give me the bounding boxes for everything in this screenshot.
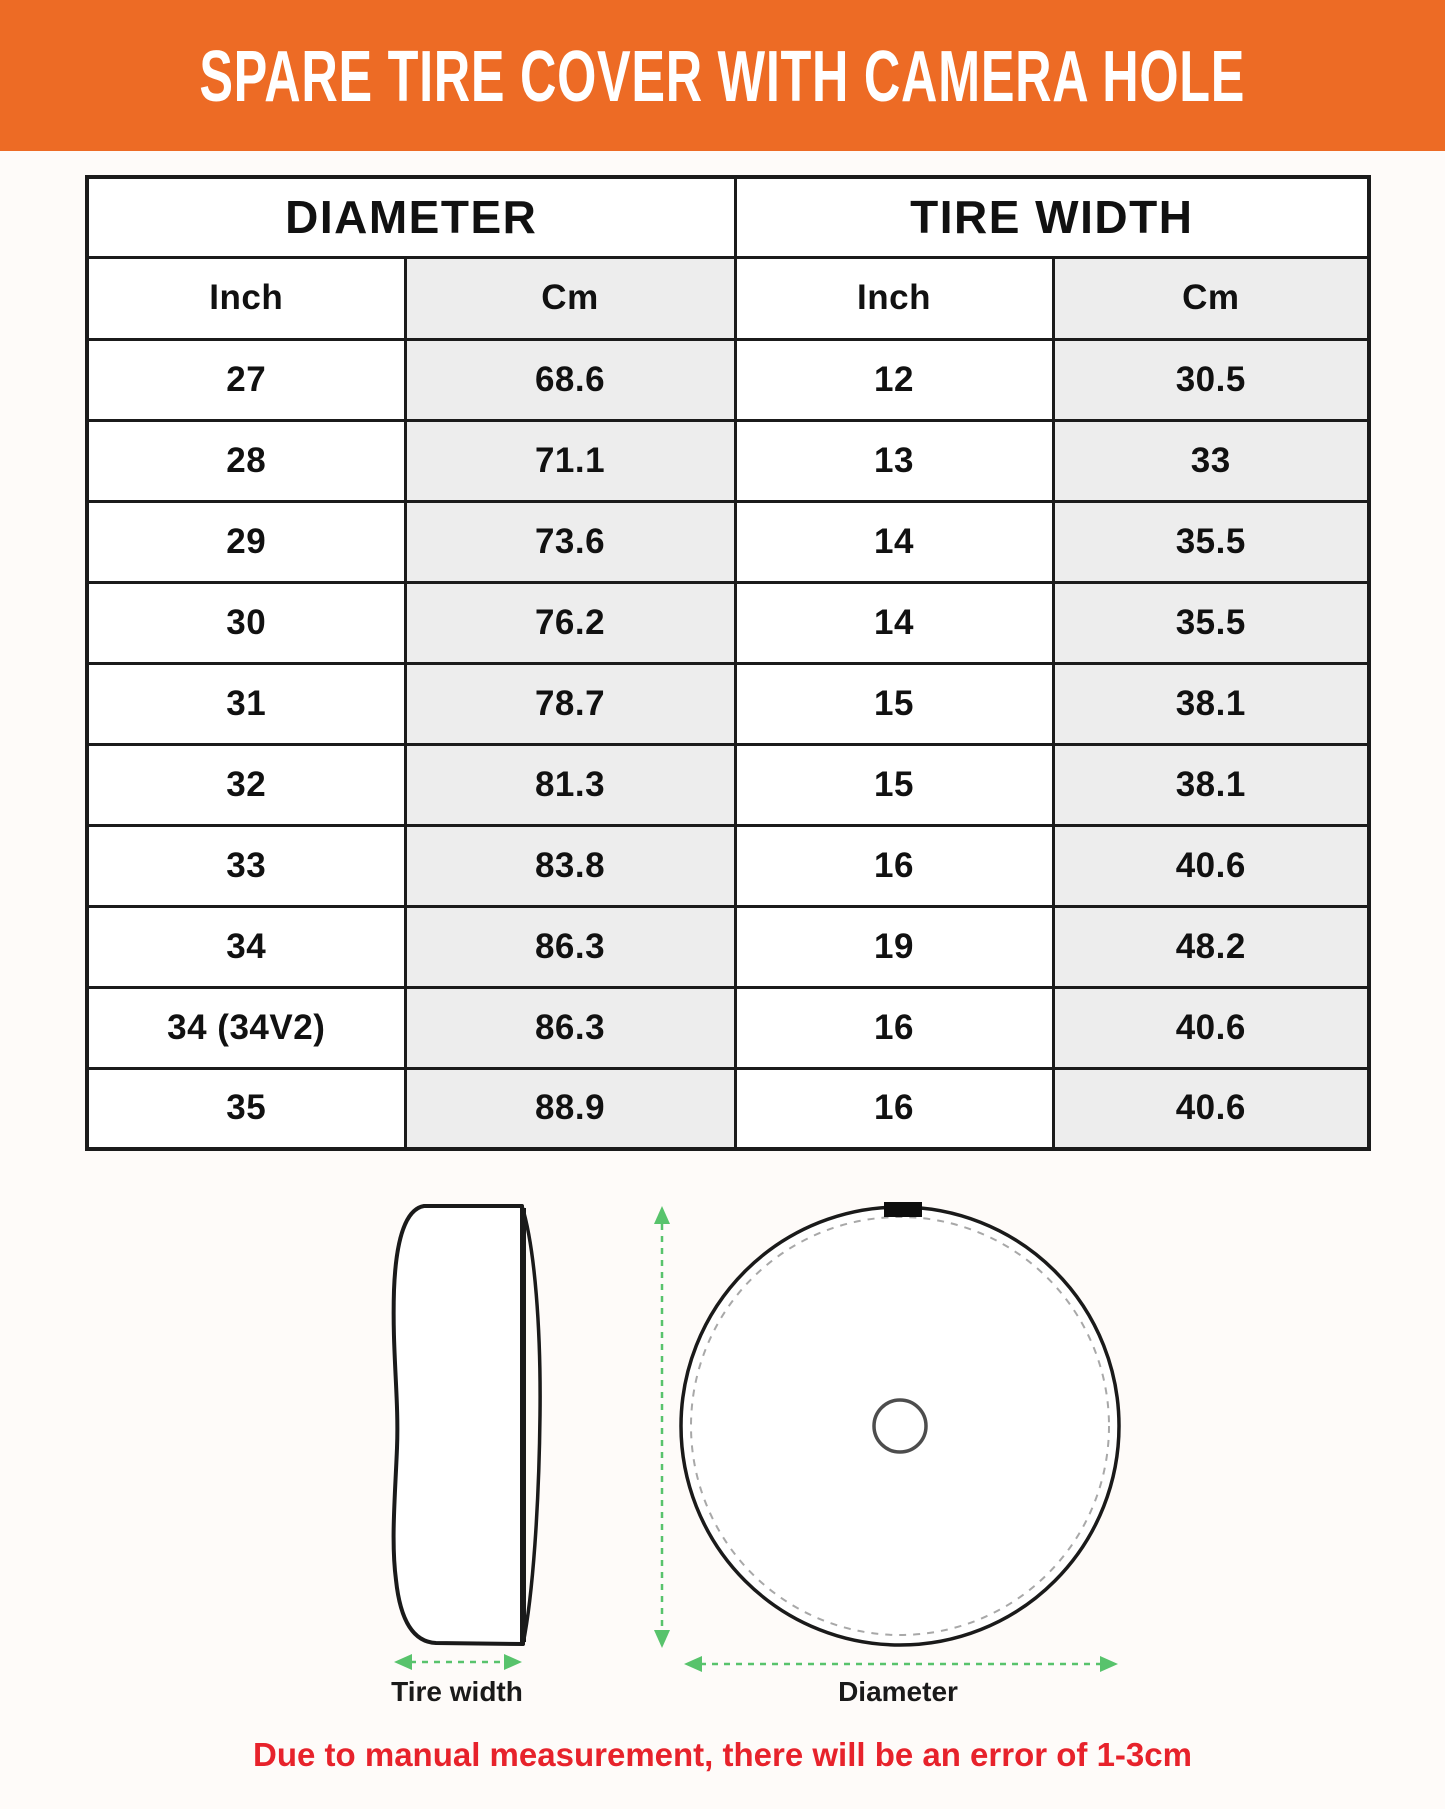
size-table bbox=[85, 175, 1371, 1151]
table-cell: 16 bbox=[735, 987, 1053, 1068]
table-cell: 34 bbox=[87, 906, 405, 987]
table-row bbox=[87, 420, 1369, 501]
table-group-header-row bbox=[87, 177, 1369, 257]
table-cell: 40.6 bbox=[1053, 825, 1369, 906]
table-subheader-row bbox=[87, 257, 1369, 339]
table-cell: 15 bbox=[735, 744, 1053, 825]
table-cell: 12 bbox=[735, 339, 1053, 420]
tire-width-label: Tire width bbox=[391, 1676, 523, 1707]
subheader-inch-tire-width: Inch bbox=[735, 257, 1053, 339]
table-row bbox=[87, 1068, 1369, 1149]
measurement-note: Due to manual measurement, there will be an error of 1-3cm bbox=[253, 1736, 1192, 1773]
tire-width-arrow bbox=[394, 1654, 522, 1670]
table-row bbox=[87, 501, 1369, 582]
table-cell: 34 (34V2) bbox=[87, 987, 405, 1068]
table-cell: 28 bbox=[87, 420, 405, 501]
camera-mount-mark bbox=[884, 1202, 922, 1217]
table-cell: 71.1 bbox=[405, 420, 735, 501]
side-tire-face-outline bbox=[394, 1206, 523, 1644]
table-cell: 86.3 bbox=[405, 906, 735, 987]
vertical-diameter-arrowhead-top bbox=[654, 1206, 670, 1224]
table-row bbox=[87, 744, 1369, 825]
table-cell: 33 bbox=[87, 825, 405, 906]
table-row bbox=[87, 339, 1369, 420]
diameter-arrow bbox=[684, 1656, 1118, 1672]
subheader-inch-diameter: Inch bbox=[87, 257, 405, 339]
table-cell: 38.1 bbox=[1053, 663, 1369, 744]
page-title: SPARE TIRE COVER WITH CAMERA HOLE bbox=[199, 34, 1246, 117]
group-header-diameter: DIAMETER bbox=[87, 177, 735, 257]
table-cell: 27 bbox=[87, 339, 405, 420]
title-banner bbox=[0, 0, 1445, 151]
table-cell: 40.6 bbox=[1053, 987, 1369, 1068]
table-cell: 32 bbox=[87, 744, 405, 825]
table-row bbox=[87, 987, 1369, 1068]
table-cell: 40.6 bbox=[1053, 1068, 1369, 1149]
table-cell: 78.7 bbox=[405, 663, 735, 744]
table-cell: 38.1 bbox=[1053, 744, 1369, 825]
table-cell: 14 bbox=[735, 501, 1053, 582]
diameter-arrowhead-left bbox=[684, 1656, 702, 1672]
table-cell: 73.6 bbox=[405, 501, 735, 582]
table-cell: 30 bbox=[87, 582, 405, 663]
tire-width-arrowhead-right bbox=[504, 1654, 522, 1670]
table-cell: 16 bbox=[735, 1068, 1053, 1149]
group-header-tire-width: TIRE WIDTH bbox=[735, 177, 1369, 257]
side-tire-outer-curve bbox=[522, 1206, 540, 1644]
tire-front-view bbox=[681, 1202, 1119, 1645]
vertical-diameter-arrow bbox=[654, 1206, 670, 1648]
table-cell: 16 bbox=[735, 825, 1053, 906]
diameter-arrowhead-right bbox=[1100, 1656, 1118, 1672]
table-cell: 48.2 bbox=[1053, 906, 1369, 987]
table-row bbox=[87, 582, 1369, 663]
tire-front-dashed-ring bbox=[691, 1217, 1109, 1635]
table-cell: 81.3 bbox=[405, 744, 735, 825]
table-cell: 30.5 bbox=[1053, 339, 1369, 420]
table-cell: 15 bbox=[735, 663, 1053, 744]
table-row bbox=[87, 663, 1369, 744]
table-cell: 35.5 bbox=[1053, 582, 1369, 663]
table-cell: 83.8 bbox=[405, 825, 735, 906]
table-cell: 88.9 bbox=[405, 1068, 735, 1149]
table-row bbox=[87, 825, 1369, 906]
subheader-cm-diameter: Cm bbox=[405, 257, 735, 339]
table-cell: 86.3 bbox=[405, 987, 735, 1068]
table-cell: 13 bbox=[735, 420, 1053, 501]
tire-width-arrowhead-left bbox=[394, 1654, 412, 1670]
table-cell: 19 bbox=[735, 906, 1053, 987]
subheader-cm-tire-width: Cm bbox=[1053, 257, 1369, 339]
table-cell: 29 bbox=[87, 501, 405, 582]
table-cell: 35.5 bbox=[1053, 501, 1369, 582]
camera-hole-circle bbox=[874, 1400, 926, 1452]
table-cell: 68.6 bbox=[405, 339, 735, 420]
table-cell: 31 bbox=[87, 663, 405, 744]
table-cell: 35 bbox=[87, 1068, 405, 1149]
table-cell: 76.2 bbox=[405, 582, 735, 663]
vertical-diameter-arrowhead-bottom bbox=[654, 1630, 670, 1648]
size-table-body bbox=[87, 339, 1369, 1149]
table-cell: 33 bbox=[1053, 420, 1369, 501]
tire-front-circle bbox=[681, 1207, 1119, 1645]
table-row bbox=[87, 906, 1369, 987]
diameter-label: Diameter bbox=[838, 1676, 958, 1707]
tire-side-view bbox=[394, 1206, 541, 1644]
table-cell: 14 bbox=[735, 582, 1053, 663]
